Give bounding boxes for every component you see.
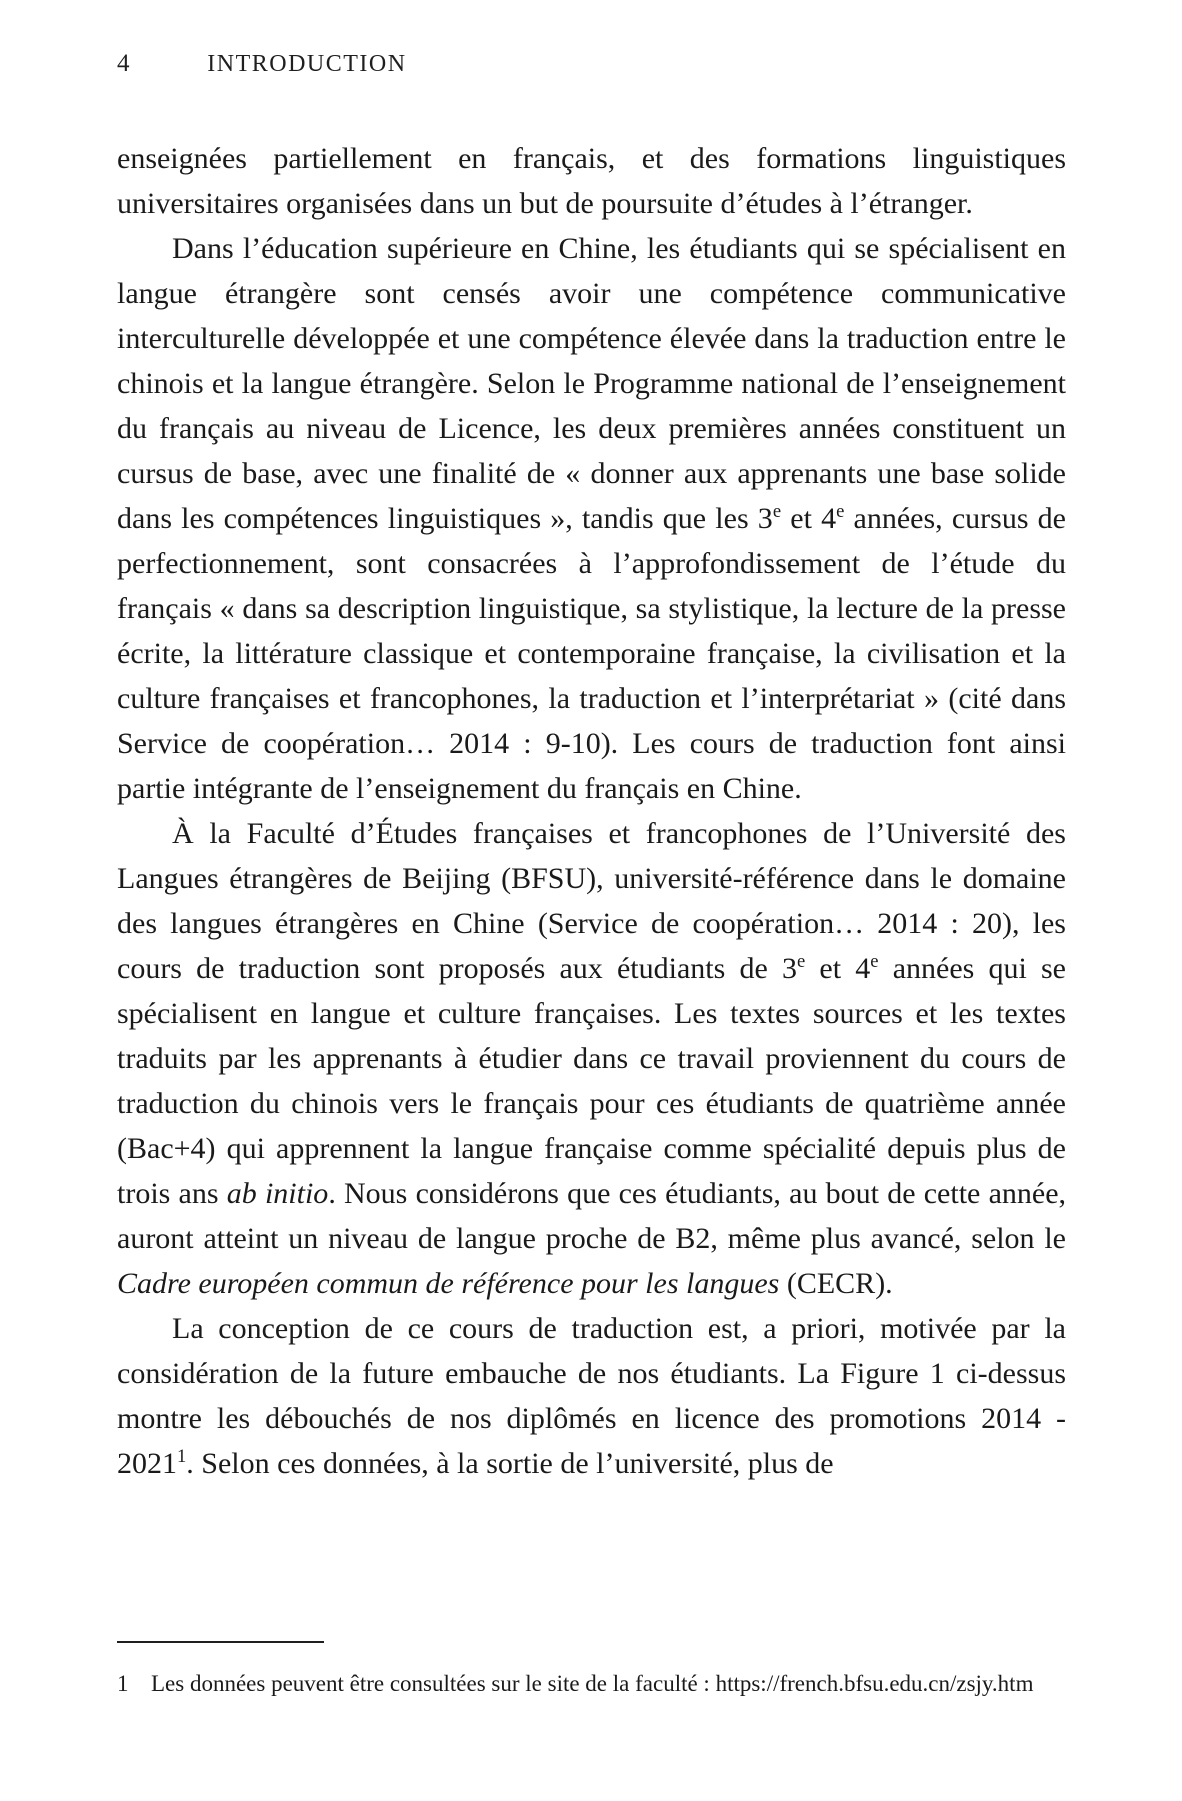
text-segment: . Nous considérons que ces étudiants, au bout de cette année, auront atteint un niveau de langue proche de B2, même plus avancé, selon le [117, 1177, 1067, 1255]
text-segment: années qui se spécialisent en langue et culture françaises. Les textes sources et les textes traduits par les apprenants à étudier dans ce travail proviennent du cours de traduction du chinois vers le français pour ces étudiants de quatrième année (Bac+4) qui apprennent la langue française comme spécialité depuis plus de trois ans [117, 952, 1066, 1210]
text-segment: enseignées partiellement en français, et des formations linguistiques universitaires organisées dans un but de poursuite d’études à l’étranger. [117, 142, 1066, 220]
paragraph [117, 226, 1066, 811]
page-number: 4 [117, 50, 130, 77]
text-segment: La conception de ce cours de traduction est, a priori, motivée par la considération de la future embauche de nos étudiants. La Figure 1 ci-dessus montre les débouchés de nos diplômés en licence des promotions 2014 - 2021 [117, 1312, 1066, 1480]
text-segment: et 4 [805, 952, 871, 985]
text-segment: e [836, 501, 845, 522]
page-header [117, 50, 407, 78]
text-segment: e [870, 951, 879, 972]
footnote-text: Les données peuvent être consultées sur le site de la faculté : https://french.bfsu.edu.cn/zsjy.htm [151, 1671, 1034, 1696]
footnote-number: 1 [117, 1671, 129, 1696]
text-segment: Dans l’éducation supérieure en Chine, les étudiants qui se spécialisent en langue étrangère sont censés avoir une compétence communicative interculturelle développée et une compétence élevée dans la traduction entre le chinois et la langue étrangère. Selon le Programme national de l’enseignement du français au niveau de Licence, les deux premières années constituent un cursus de base, avec une finalité de « donner aux apprenants une base solide dans les compétences linguistiques », tandis que les 3 [117, 232, 1066, 535]
text-segment: 1 [177, 1446, 187, 1467]
paragraph [117, 136, 1066, 226]
text-segment: Cadre européen commun de référence pour les langues [117, 1267, 780, 1300]
paragraph [117, 1306, 1066, 1486]
text-segment: e [772, 501, 782, 522]
text-segment: . Selon ces données, à la sortie de l’université, plus de [186, 1447, 834, 1480]
running-head: INTRODUCTION [207, 51, 407, 77]
text-segment: ab initio [226, 1177, 329, 1210]
text-segment: e [796, 951, 806, 972]
footnote [117, 1669, 1066, 1699]
page-body [117, 136, 1066, 1486]
paragraph [117, 811, 1066, 1306]
text-segment: et 4 [781, 502, 837, 535]
footnote-area [117, 1641, 1066, 1699]
text-segment: À la Faculté d’Études françaises et francophones de l’Université des Langues étrangères de Beijing (BFSU), université-référence dans le domaine des langues étrangères en Chine (Service de coopération… 2014 : 20), les cours de traduction sont proposés aux étudiants de 3 [117, 817, 1066, 985]
text-segment: (CECR). [779, 1267, 893, 1300]
footnote-separator [117, 1641, 324, 1643]
text-segment: années, cursus de perfectionnement, sont consacrées à l’approfondissement de l’étude du français « dans sa description linguistique, sa stylistique, la lecture de la presse écrite, la littérature classique et contemporaine française, la civilisation et la culture françaises et francophones, la traduction et l’interprétariat » (cité dans Service de coopération… 2014 : 9-10). Les cours de traduction font ainsi partie intégrante de l’enseignement du français en Chine. [117, 502, 1066, 805]
